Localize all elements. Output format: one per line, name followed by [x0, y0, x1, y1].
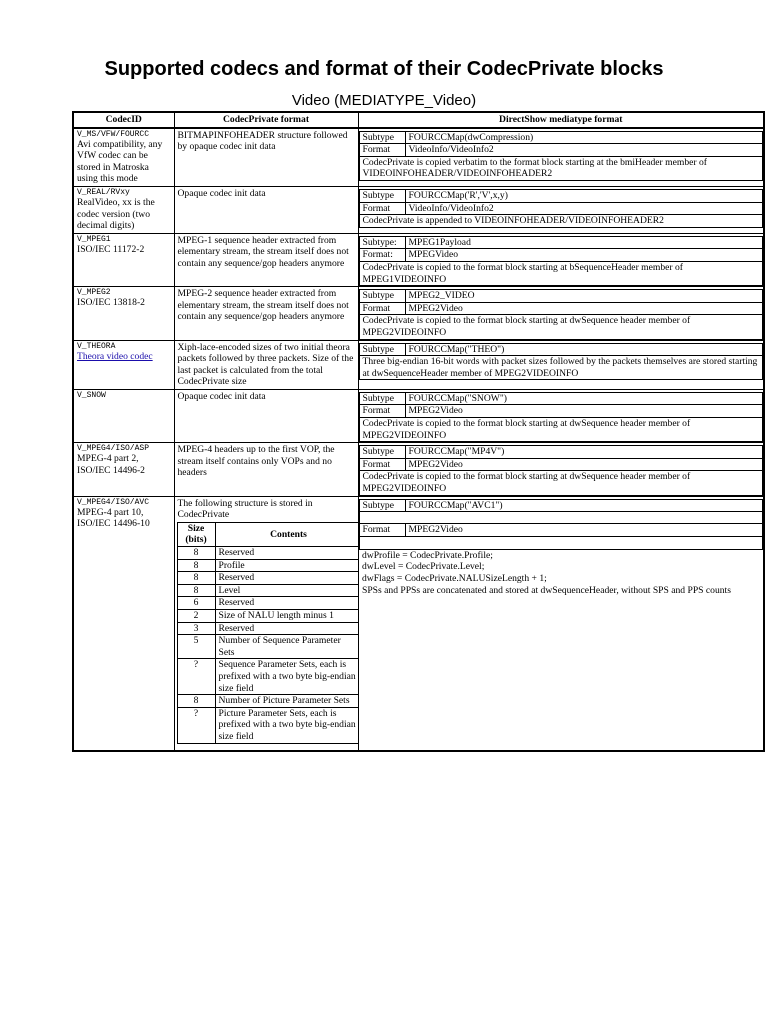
mediatype-field-row: [359, 405, 763, 418]
codec-private-format: BITMAPINFOHEADER structure followed by opaque codec init data: [174, 128, 358, 187]
bit-field-row: [177, 609, 358, 622]
bit-size: 3: [177, 622, 215, 635]
table-row-avc: [73, 496, 764, 751]
bit-size: 6: [177, 597, 215, 610]
directshow-cell: [358, 287, 764, 340]
codec-description: MPEG-4 part 10, ISO/IEC 14496-10: [77, 506, 150, 530]
codec-id-cell: [73, 443, 174, 496]
structure-intro: The following structure is stored in CodecPrivate: [177, 497, 313, 521]
field-value: MPEG1Payload: [405, 236, 763, 249]
bit-contents: Reserved: [215, 547, 358, 560]
mediatype-note: CodecPrivate is appended to VIDEOINFOHEADER/VIDEOINFOHEADER2: [359, 215, 763, 228]
directshow-table: [359, 236, 764, 286]
directshow-cell: [358, 340, 764, 389]
bit-field-row: [177, 695, 358, 708]
field-key: Subtype: [359, 189, 405, 202]
table-row: [73, 443, 764, 496]
mediatype-field-row: [359, 290, 763, 303]
field-value: MPEG2Video: [405, 302, 763, 315]
mediatype-field-row: [359, 202, 763, 215]
directshow-cell: [358, 443, 764, 496]
codec-private-format: Opaque codec init data: [174, 389, 358, 442]
mediatype-field-row: [359, 343, 763, 356]
bits-size-header: Size (bits): [177, 522, 215, 546]
mediatype-note: CodecPrivate is copied verbatim to the format block starting at the bmiHeader member of VIDEOINFOHEADER/VIDEOINFOHEADER2: [359, 156, 763, 180]
mediatype-note: CodecPrivate is copied to the format block starting at dwSequence header member of MPEG2VIDEOINFO: [359, 471, 763, 495]
bit-field-row: [177, 707, 358, 743]
bit-size: 8: [177, 695, 215, 708]
bit-size: 8: [177, 559, 215, 572]
bit-size: ?: [177, 659, 215, 695]
field-value: MPEG2Video: [405, 405, 763, 418]
table-row: [73, 340, 764, 389]
field-key: Subtype: [359, 446, 405, 459]
directshow-table: [359, 392, 764, 442]
codec-id: V_MPEG1: [77, 234, 111, 244]
note-line: dwLevel = CodecPrivate.Level;: [362, 561, 485, 573]
bit-field-row: [177, 559, 358, 572]
bits-contents-header: Contents: [215, 522, 358, 546]
mediatype-field-row: [359, 249, 763, 262]
field-key: Format: [359, 144, 405, 157]
field-key: Format: [359, 302, 405, 315]
field-value: MPEGVideo: [405, 249, 763, 262]
codec-id: V_MPEG4/ISO/ASP: [77, 444, 150, 454]
field-key: Format:: [359, 249, 405, 262]
codec-id-cell: [73, 389, 174, 442]
bit-field-row: [177, 659, 358, 695]
directshow-table: [359, 343, 764, 381]
mediatype-note: CodecPrivate is copied to the format block starting at dwSequence header member of MPEG2VIDEOINFO: [359, 418, 763, 442]
mediatype-field-row: [359, 458, 763, 471]
codec-id: V_SNOW: [77, 390, 106, 400]
directshow-cell: [358, 128, 764, 187]
directshow-table: [359, 131, 764, 181]
table-row: [73, 389, 764, 442]
directshow-cell: [358, 389, 764, 442]
codec-private-format: MPEG-1 sequence header extracted from elementary stream, the stream itself does not contain any sequence/gop headers anymore: [174, 233, 358, 286]
field-value: VideoInfo/VideoInfo2: [405, 202, 763, 215]
codec-description: Avi compatibility, any VfW codec can be stored in Matroska using this mode: [77, 138, 163, 185]
bit-contents: Profile: [215, 559, 358, 572]
bit-size: 8: [177, 572, 215, 585]
codec-private-format: MPEG-4 headers up to the first VOP, the stream itself contains only VOPs and no headers: [174, 443, 358, 496]
field-value: MPEG2Video: [405, 458, 763, 471]
codec-id: V_REAL/RVxy: [77, 187, 130, 197]
field-value: FOURCCMap("SNOW"): [405, 392, 763, 405]
bit-contents: Number of Sequence Parameter Sets: [215, 635, 358, 659]
field-key: Subtype: [359, 499, 405, 512]
mediatype-note: Three big-endian 16-bit words with packet sizes followed by the packets themselves are stored starting at dwSequenceHeader member of MPEG2VIDEOINFO: [359, 356, 763, 380]
field-value: VideoInfo/VideoInfo2: [405, 144, 763, 157]
directshow-table: [359, 445, 764, 495]
bit-field-row: [177, 547, 358, 560]
mediatype-field-row: [359, 446, 763, 459]
field-key: Format: [359, 524, 405, 537]
codec-description: ISO/IEC 13818-2: [77, 297, 145, 309]
bit-contents: Level: [215, 584, 358, 597]
bit-size: 5: [177, 635, 215, 659]
codec-id-cell: [73, 128, 174, 187]
mediatype-field-row: [359, 236, 763, 249]
note-line: dwProfile = CodecPrivate.Profile;: [362, 549, 493, 561]
directshow-cell: [358, 496, 764, 751]
mediatype-note: CodecPrivate is copied to the format block starting at bSequenceHeader member of MPEG1VIDEOINFO: [359, 261, 763, 285]
field-value: MPEG2Video: [405, 524, 763, 537]
codec-id-cell: [73, 287, 174, 340]
header-codec-id: CodecID: [73, 112, 174, 128]
field-value: FOURCCMap("AVC1"): [405, 499, 763, 512]
bit-size: 2: [177, 609, 215, 622]
codec-id-cell: [73, 186, 174, 233]
bit-size: 8: [177, 584, 215, 597]
mediatype-note: [359, 549, 763, 750]
codec-id: V_MS/VFW/FOURCC: [77, 129, 150, 139]
note-line: dwFlags = CodecPrivate.NALUSizeLength + 1;: [362, 573, 547, 584]
section-subtitle: Video (MEDIATYPE_Video): [291, 92, 477, 109]
note-line: SPSs and PPSs are concatenated and stored at dwSequenceHeader, without SPS and PPS counts: [362, 584, 731, 596]
field-key: Format: [359, 202, 405, 215]
bit-field-row: [177, 584, 358, 597]
mediatype-field-row: [359, 392, 763, 405]
mediatype-field-row: [359, 302, 763, 315]
field-value: FOURCCMap("MP4V"): [405, 446, 763, 459]
table-row: [73, 186, 764, 233]
bit-field-row: [177, 572, 358, 585]
codec-private-format: Opaque codec init data: [174, 186, 358, 233]
field-key: Subtype: [359, 131, 405, 144]
table-row: [73, 128, 764, 187]
bit-field-row: [177, 597, 358, 610]
codec-description: MPEG-4 part 2, ISO/IEC 14496-2: [77, 453, 145, 476]
codec-private-structure: [174, 496, 358, 751]
bit-contents: Number of Picture Parameter Sets: [215, 695, 358, 708]
mediatype-field-row: [359, 144, 763, 157]
bit-size: 8: [177, 547, 215, 560]
table-header-row: [73, 112, 764, 128]
field-key: Format: [359, 458, 405, 471]
codec-id-cell: [73, 340, 174, 389]
codec-id-cell: [73, 233, 174, 286]
codec-id-cell: [73, 496, 174, 751]
field-value: FOURCCMap('R','V',x,y): [405, 189, 763, 202]
field-key: Subtype: [359, 343, 405, 356]
table-row: [73, 287, 764, 340]
codec-table: [72, 111, 765, 752]
bit-contents: Reserved: [215, 597, 358, 610]
bit-layout-table: [177, 522, 359, 744]
field-key: Subtype: [359, 290, 405, 303]
bit-field-row: [177, 635, 358, 659]
codec-id: V_MPEG4/ISO/AVC: [77, 497, 150, 507]
directshow-cell: [358, 233, 764, 286]
field-value: FOURCCMap("THEO"): [405, 343, 763, 356]
mediatype-note: CodecPrivate is copied to the format block starting at dwSequence header member of MPEG2VIDEOINFO: [359, 315, 763, 339]
field-key: Subtype: [359, 392, 405, 405]
directshow-table: [359, 499, 764, 750]
theora-link[interactable]: Theora video codec: [77, 350, 153, 362]
mediatype-field-row: [359, 189, 763, 202]
bit-contents: Sequence Parameter Sets, each is prefixed with a two byte big-endian size field: [215, 659, 358, 695]
codec-id: V_MPEG2: [77, 288, 111, 298]
codec-id: V_THEORA: [77, 341, 116, 351]
codec-description: ISO/IEC 11172-2: [77, 243, 145, 255]
codec-private-format: Xiph-lace-encoded sizes of two initial theora packets followed by three packets. Size of the last packet is calculated from the total CodecPrivate size: [174, 340, 358, 389]
field-value: FOURCCMap(dwCompression): [405, 131, 763, 144]
field-key: Subtype:: [359, 236, 405, 249]
mediatype-field-row: [359, 131, 763, 144]
header-directshow: DirectShow mediatype format: [358, 112, 764, 128]
bit-contents: Picture Parameter Sets, each is prefixed with a two byte big-endian size field: [215, 707, 358, 743]
directshow-table: [359, 289, 764, 339]
codec-description: RealVideo, xx is the codec version (two decimal digits): [77, 196, 155, 232]
bit-contents: Reserved: [215, 572, 358, 585]
directshow-table: [359, 189, 764, 228]
bit-field-row: [177, 622, 358, 635]
bit-contents: Reserved: [215, 622, 358, 635]
codec-private-format: MPEG-2 sequence header extracted from elementary stream, the stream itself does not contain any sequence/gop headers anymore: [174, 287, 358, 340]
bit-size: ?: [177, 707, 215, 743]
bit-contents: Size of NALU length minus 1: [215, 609, 358, 622]
document-title: Supported codecs and format of their CodecPrivate blocks: [104, 58, 664, 80]
field-value: MPEG2_VIDEO: [405, 290, 763, 303]
header-codec-private: CodecPrivate format: [174, 112, 358, 128]
field-key: Format: [359, 405, 405, 418]
table-row: [73, 233, 764, 286]
directshow-cell: [358, 186, 764, 233]
